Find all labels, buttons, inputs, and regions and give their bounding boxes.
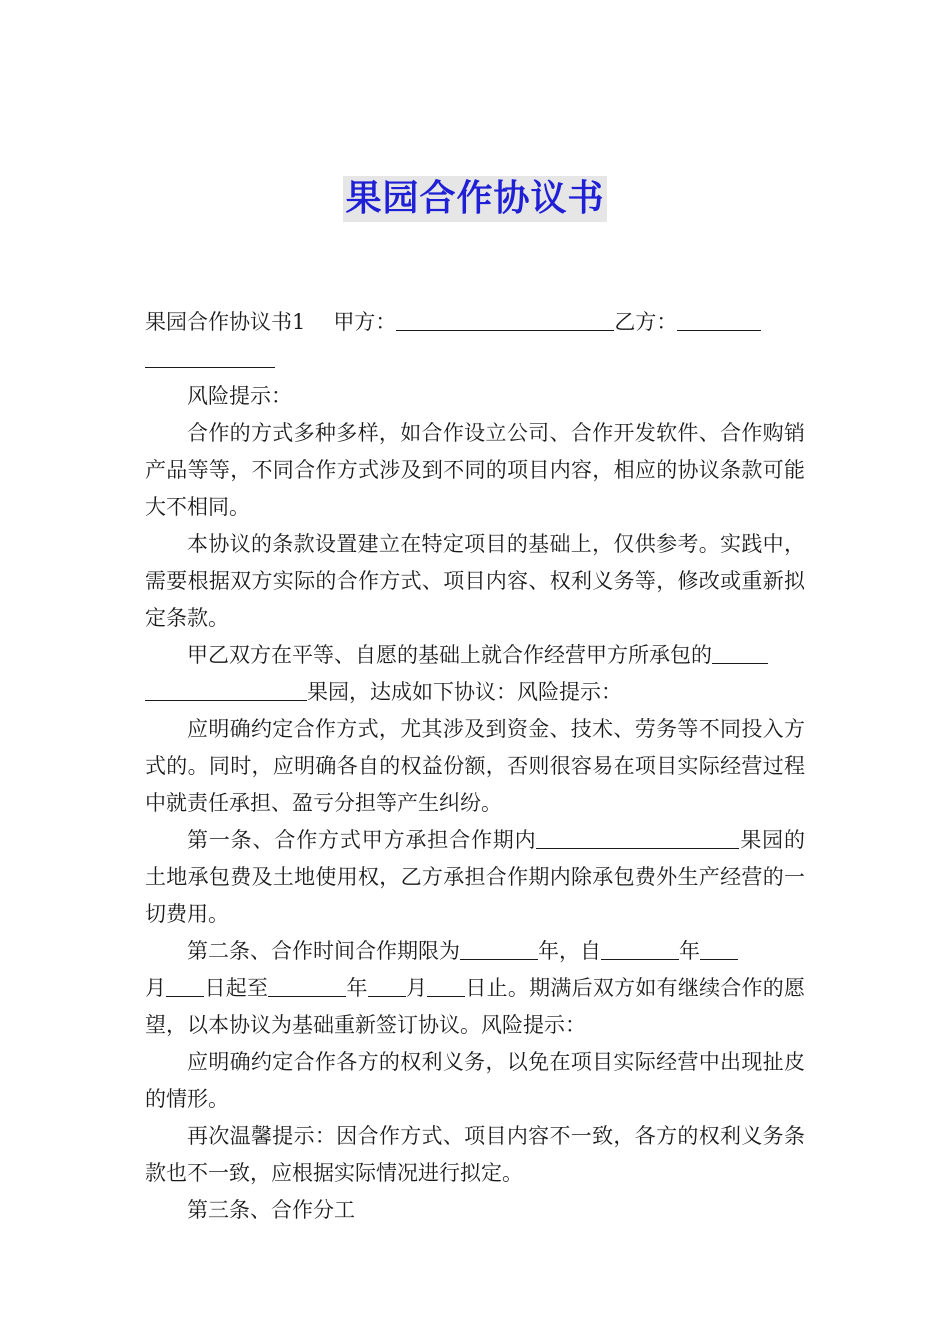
title-wrap: [0, 176, 950, 222]
intro-line: [145, 304, 805, 378]
orchard-name-blank[interactable]: [712, 643, 768, 664]
end-month-blank[interactable]: [368, 976, 406, 997]
orchard-intro-text: 甲乙双方在平等、自愿的基础上就合作经营甲方所承包的: [187, 643, 712, 667]
article-two-from: 年，自: [538, 939, 601, 963]
article-three-heading: 第三条、合作分工: [187, 1198, 355, 1222]
article-two-tail: 日止。期满后双方如有继续合作的愿望，以本协议为基础重新签订协议。风险提示：: [145, 976, 806, 1037]
party-a-blank[interactable]: [396, 310, 614, 331]
end-year-label: 年: [346, 976, 368, 1000]
orchard-name-blank-continued[interactable]: [145, 680, 307, 701]
party-b-label: 乙方：: [614, 310, 678, 334]
article-one-tail: 果园的土地承包费及土地使用权，乙方承担合作期内除承包费外生产经营的一切费用。: [145, 828, 806, 926]
article-one-blank[interactable]: [536, 828, 739, 849]
year-label: 年: [679, 939, 700, 963]
month-label: 月: [145, 976, 167, 1000]
article-two-text: 第二条、合作时间合作期限为: [187, 939, 460, 963]
paragraph-cooperation-modes: 合作的方式多种多样，如合作设立公司、合作开发软件、合作购销产品等等，不同合作方式涉及到不同的项目内容，相应的协议条款可能大不相同。: [145, 421, 805, 519]
party-b-blank[interactable]: [677, 310, 761, 331]
paragraph-risk-note: 风险提示：: [187, 384, 292, 408]
end-day-blank[interactable]: [427, 976, 465, 997]
paragraph-reminder: 再次温馨提示：因合作方式、项目内容不一致，各方的权利义务条款也不一致，应根据实际情况进行拟定。: [145, 1124, 805, 1185]
orchard-intro-tail: 果园，达成如下协议：风险提示：: [307, 680, 622, 704]
article-one-text: 第一条、合作方式甲方承担合作期内: [187, 828, 537, 852]
start-to-label: 日起至: [204, 976, 269, 1000]
start-year-blank[interactable]: [601, 939, 679, 960]
article-one: [145, 822, 805, 933]
party-b-blank-continued[interactable]: [145, 347, 275, 368]
paragraph-reference-note: 本协议的条款设置建立在特定项目的基础上，仅供参考。实践中，需要根据双方实际的合作方式、项目内容、权利义务等，修改或重新拟定条款。: [145, 532, 805, 630]
end-month-label: 月: [405, 976, 428, 1000]
doc-label: 果园合作协议书1: [145, 310, 306, 334]
end-year-blank[interactable]: [268, 976, 346, 997]
start-day-blank[interactable]: [166, 976, 204, 997]
term-years-blank[interactable]: [460, 939, 538, 960]
document-title: 果园合作协议书: [343, 176, 606, 222]
document-body: [145, 304, 805, 1229]
paragraph-orchard-intro: [145, 637, 805, 711]
paragraph-rights-note: 应明确约定合作各方的权利义务，以免在项目实际经营中出现扯皮的情形。: [145, 1050, 805, 1111]
party-a-label: 甲方：: [333, 310, 397, 334]
paragraph-cooperation-method-note: 应明确约定合作方式，尤其涉及到资金、技术、劳务等不同投入方式的。同时，应明确各自的权益份额，否则很容易在项目实际经营过程中就责任承担、盈亏分担等产生纠纷。: [145, 717, 805, 815]
start-month-blank[interactable]: [700, 939, 738, 960]
article-two: [145, 933, 805, 1044]
